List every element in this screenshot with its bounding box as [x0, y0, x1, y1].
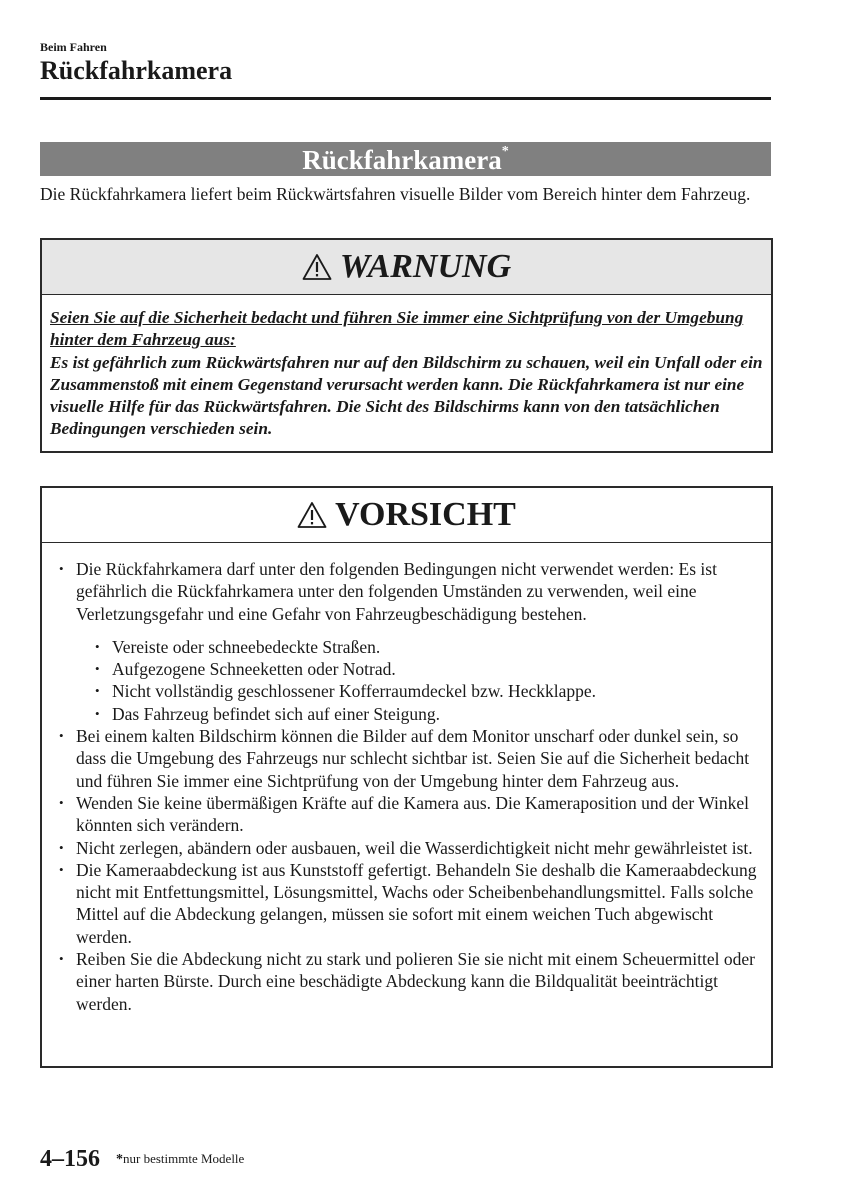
footnote-text: nur bestimmte Modelle [123, 1151, 245, 1166]
list-item: • Wenden Sie keine übermäßigen Kräfte auf die Kamera aus. Die Kameraposition und der Winkel könnten sich verändern. [58, 792, 761, 837]
warning-title: WARNUNG [339, 248, 512, 285]
intro-paragraph: Die Rückfahrkamera liefert beim Rückwärtsfahren visuelle Bilder vom Bereich hinter dem Fahrzeug. [40, 184, 751, 204]
warning-triangle-icon [297, 501, 327, 529]
caution-body [42, 543, 771, 1015]
warning-body [42, 295, 771, 441]
title-rule [40, 97, 771, 100]
caution-title: VORSICHT [335, 496, 516, 533]
section-kicker: Beim Fahren [40, 40, 107, 54]
list-item: • Bei einem kalten Bildschirm können die Bilder auf dem Monitor unscharf oder dunkel sein, so dass die Umgebung des Fahrzeugs nur schlecht sichtbar ist. Seien Sie auf die Sicherheit bedacht und führen Sie immer eine Sichtprüfung von der Umgebung hinter dem Fahrzeug aus. [58, 725, 761, 792]
list-item: • Vereiste oder schneebedeckte Straßen. [94, 636, 761, 658]
list-item: • Das Fahrzeug befindet sich auf einer Steigung. [94, 703, 761, 725]
caution-item-1-text: Die Rückfahrkamera darf unter den folgenden Bedingungen nicht verwendet werden: Es ist gefährlich die Rückfahrkamera unter den folgenden Umständen zu verwenden, weil eine Verletzungsgefahr und eine Gefahr von Fahrzeugbeschädigung bestehen. [76, 559, 717, 624]
list-item: • Aufgezogene Schneeketten oder Notrad. [94, 658, 761, 680]
section-banner [40, 142, 771, 176]
warning-triangle-icon [302, 253, 332, 281]
page-number: 4–156 [40, 1146, 100, 1172]
caution-header [42, 488, 771, 543]
page-title: Rückfahrkamera [40, 56, 233, 85]
condition-sublist [94, 636, 761, 725]
caution-list [58, 558, 761, 1015]
warning-lead: Seien Sie auf die Sicherheit bedacht und führen Sie immer eine Sichtprüfung von der Umgebung hinter dem Fahrzeug aus: [50, 308, 744, 350]
list-item [58, 558, 761, 725]
warning-text: Es ist gefährlich zum Rückwärtsfahren nur auf den Bildschirm zu schauen, weil ein Unfall oder ein Zusammenstoß mit einem Gegenstand verursacht werden kann. Die Rückfahrkamera ist nur eine visuelle Hilfe für das Rückwärtsfahren. Die Sicht des Bildschirms kann von den tatsächlichen Bedingungen verschieden sein. [50, 352, 763, 439]
footnote-mark: * [116, 1152, 123, 1167]
list-item: • Nicht vollständig geschlossener Kofferraumdeckel bzw. Heckklappe. [94, 680, 761, 702]
banner-footnote-mark: * [501, 144, 509, 159]
caution-box [40, 486, 773, 1068]
warning-header [42, 240, 771, 295]
footnote [116, 1151, 244, 1168]
warning-box [40, 238, 773, 453]
list-item: • Nicht zerlegen, abändern oder ausbauen, weil die Wasserdichtigkeit nicht mehr gewährleistet ist. [58, 837, 761, 859]
banner-title: Rückfahrkamera [302, 145, 502, 175]
list-item: • Die Kameraabdeckung ist aus Kunststoff gefertigt. Behandeln Sie deshalb die Kameraabdeckung nicht mit Entfettungsmittel, Lösungsmittel, Wachs oder Scheibenbehandlungsmittel. Falls solche Mittel auf die Abdeckung gelangen, müssen sie sofort mit einem weichen Tuch abgewischt werden. [58, 859, 761, 948]
list-item: • Reiben Sie die Abdeckung nicht zu stark und polieren Sie sie nicht mit einem Scheuermittel oder einer harten Bürste. Durch eine beschädigte Abdeckung kann die Bildqualität beeinträchtigt werden. [58, 948, 761, 1015]
